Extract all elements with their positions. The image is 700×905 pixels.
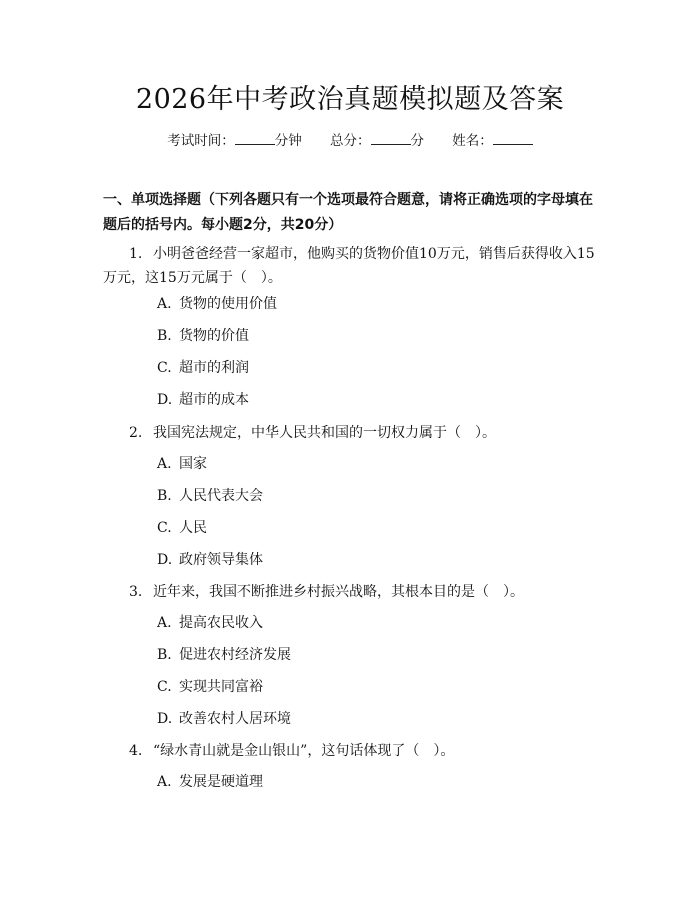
option-letter: A. [157, 615, 172, 631]
option-1c [157, 358, 249, 378]
option-text: 国家 [179, 456, 207, 472]
option-text: 货物的价值 [179, 328, 249, 344]
option-3d [157, 709, 291, 729]
option-letter: D. [157, 711, 173, 727]
option-letter: C. [157, 360, 172, 376]
question-number: 2. [129, 425, 143, 441]
total-score-blank [371, 130, 411, 145]
question-number: 4. [129, 743, 143, 759]
question-stem: “绿水青山就是金山银山”，这句话体现了（ ）。 [153, 743, 455, 759]
option-letter: A. [157, 456, 172, 472]
exam-time-unit: 分钟 [274, 133, 302, 149]
total-score-unit: 分 [410, 133, 424, 149]
option-2b [157, 486, 263, 506]
option-letter: A. [157, 296, 172, 312]
question-stem: 小明爸爸经营一家超市，他购买的货物价值10万元，销售后获得收入15万元，这15万元属于（ ）。 [103, 246, 595, 286]
option-1b [157, 326, 249, 346]
option-text: 政府领导集体 [179, 552, 263, 568]
name-blank [493, 130, 533, 145]
option-text: 人民 [179, 520, 207, 536]
option-letter: D. [157, 392, 173, 408]
option-text: 超市的利润 [179, 360, 249, 376]
option-1a [157, 294, 277, 314]
name-field [452, 130, 533, 151]
option-letter: A. [157, 774, 172, 790]
option-text: 改善农村人居环境 [179, 711, 291, 727]
option-letter: B. [157, 488, 172, 504]
exam-time-blank [235, 130, 275, 145]
option-letter: C. [157, 520, 172, 536]
exam-time-field [167, 130, 302, 151]
option-3a [157, 613, 263, 633]
option-text: 提高农民收入 [179, 615, 263, 631]
option-2c [157, 518, 207, 538]
option-letter: C. [157, 679, 172, 695]
section-heading: 一、单项选择题（下列各题只有一个选项最符合题意，请将正确选项的字母填在题后的括号内。每小题2分，共20分） [103, 192, 593, 233]
option-text: 实现共同富裕 [179, 679, 263, 695]
option-letter: D. [157, 552, 173, 568]
option-text: 发展是硬道理 [179, 774, 263, 790]
option-letter: B. [157, 647, 172, 663]
question-stem: 近年来，我国不断推进乡村振兴战略，其根本目的是（ ）。 [153, 584, 524, 600]
question-number: 3. [129, 584, 143, 600]
option-3b [157, 645, 291, 665]
question-2 [103, 421, 603, 445]
option-4a [157, 772, 263, 792]
total-score-label: 总分： [330, 133, 371, 149]
option-2a [157, 454, 207, 474]
question-stem: 我国宪法规定，中华人民共和国的一切权力属于（ ）。 [153, 425, 496, 441]
question-number: 1. [129, 246, 143, 262]
option-2d [157, 550, 263, 570]
option-letter: B. [157, 328, 172, 344]
option-text: 人民代表大会 [179, 488, 263, 504]
option-text: 促进农村经济发展 [179, 647, 291, 663]
total-score-field [330, 130, 424, 151]
question-4 [103, 739, 603, 763]
option-text: 货物的使用价值 [179, 296, 277, 312]
option-3c [157, 677, 263, 697]
option-1d [157, 390, 249, 410]
page-title: 2026年中考政治真题模拟题及答案 [135, 84, 565, 115]
exam-time-label: 考试时间： [167, 133, 235, 149]
question-1 [103, 242, 603, 290]
name-label: 姓名： [452, 133, 493, 149]
question-3 [103, 580, 603, 604]
exam-info-line [0, 130, 700, 151]
option-text: 超市的成本 [179, 392, 249, 408]
